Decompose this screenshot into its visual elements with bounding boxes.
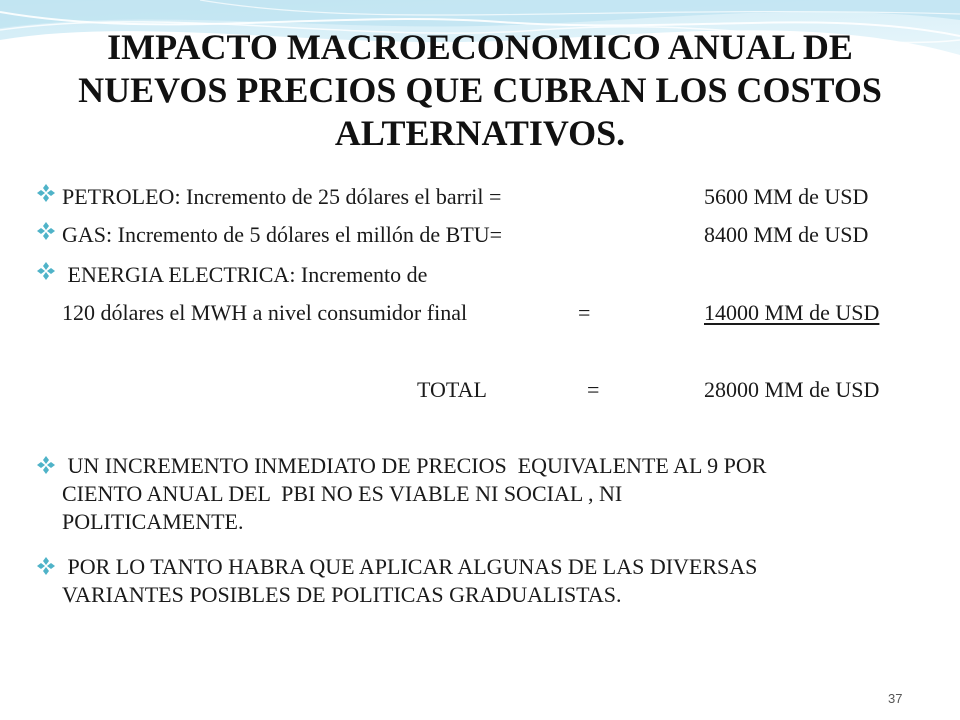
diamond-bullet-icon: [36, 261, 56, 281]
row-petroleo-value: 5600 MM de USD: [704, 184, 869, 209]
paragraph-viabilidad: [62, 452, 932, 536]
row-energia-value: 14000 MM de USD: [704, 300, 880, 325]
row-energia-label: ENERGIA ELECTRICA: Incremento de: [62, 262, 428, 287]
paragraph-line: VARIANTES POSIBLES DE POLITICAS GRADUALISTAS.: [62, 582, 622, 607]
title-line-1: IMPACTO MACROECONOMICO ANUAL DE: [107, 27, 853, 67]
total-equals: =: [587, 377, 600, 402]
total-label: TOTAL: [417, 377, 487, 402]
row-energia-detail: 120 dólares el MWH a nivel consumidor final: [62, 300, 468, 325]
row-gas-label: GAS: Incremento de 5 dólares el millón de BTU=: [62, 222, 503, 247]
paragraph-line: POLITICAMENTE.: [62, 509, 244, 534]
paragraph-line: CIENTO ANUAL DEL PBI NO ES VIABLE NI SOCIAL , NI: [62, 481, 623, 506]
total-value: 28000 MM de USD: [704, 377, 880, 402]
title-line-3: ALTERNATIVOS.: [334, 113, 626, 153]
paragraph-line: POR LO TANTO HABRA QUE APLICAR ALGUNAS DE LAS DIVERSAS: [62, 554, 758, 579]
diamond-bullet-icon: [36, 556, 56, 576]
title-line-2: NUEVOS PRECIOS QUE CUBRAN LOS COSTOS: [78, 70, 882, 110]
paragraph-gradualistas: [62, 553, 932, 609]
row-energia-equals: =: [578, 300, 591, 325]
diamond-bullet-icon: [36, 455, 56, 475]
diamond-bullet-icon: [36, 183, 56, 203]
page-number: 37: [888, 691, 903, 706]
row-gas-value: 8400 MM de USD: [704, 222, 869, 247]
row-petroleo-label: PETROLEO: Incremento de 25 dólares el barril =: [62, 184, 502, 209]
diamond-bullet-icon: [36, 221, 56, 241]
slide-title: [20, 26, 940, 155]
paragraph-line: UN INCREMENTO INMEDIATO DE PRECIOS EQUIVALENTE AL 9 POR: [62, 453, 767, 478]
